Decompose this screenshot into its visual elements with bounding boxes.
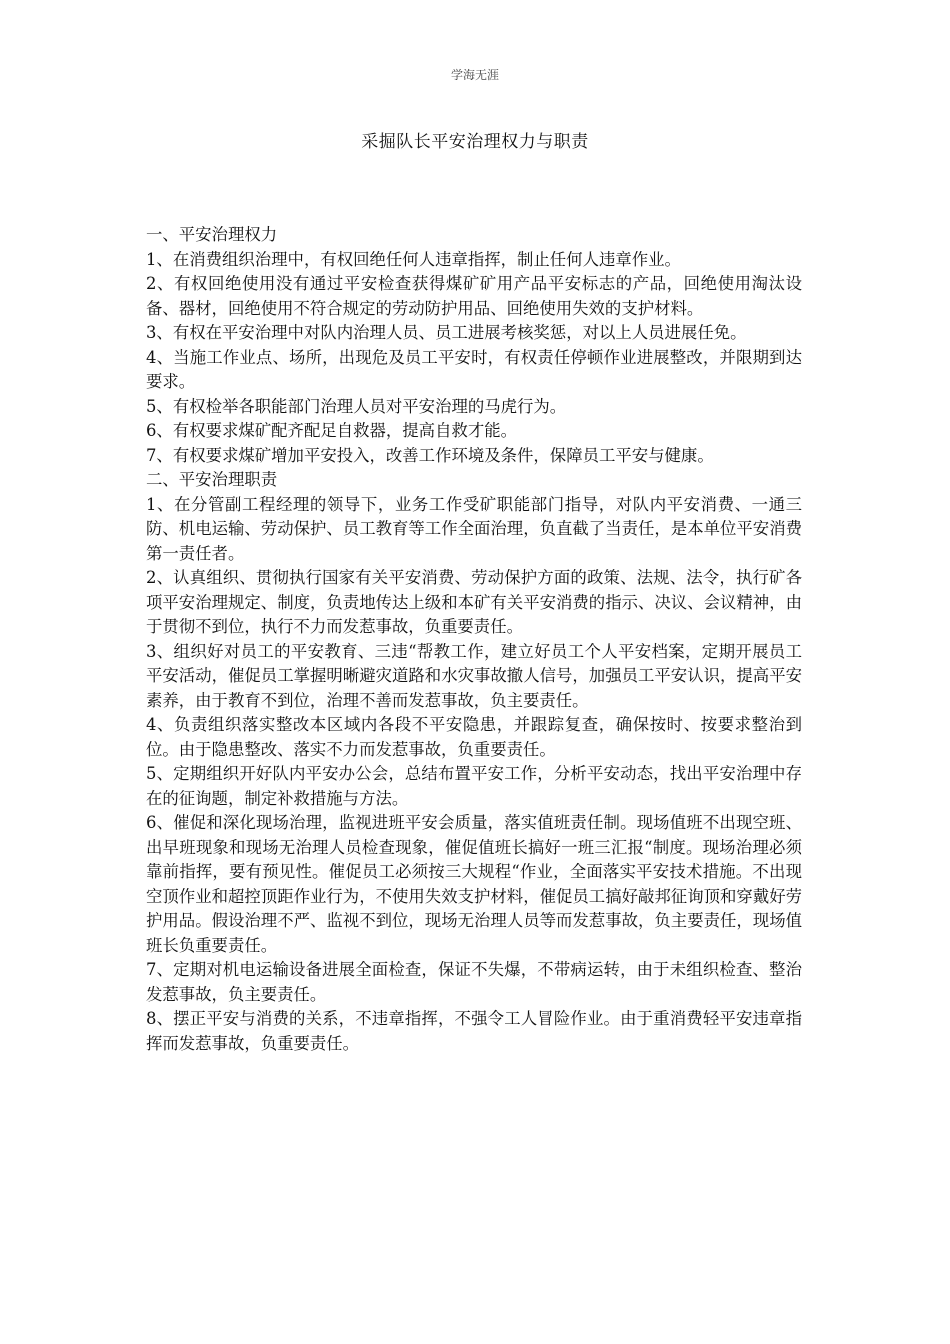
paragraph: 3、组织好对员工的平安教育、三违“帮教工作，建立好员工个人平安档案，定期开展员工平安活动，催促员工掌握明晰避灾道路和水灾事故撤人信号，加强员工平安认识，提高平安素养，由于教育不到位，治理不善而发惹事故，负主要责任。: [146, 641, 802, 710]
paragraph: 1、在分管副工程经理的领导下，业务工作受矿职能部门指导，对队内平安消费、一通三防、机电运输、劳动保护、员工教育等工作全面治理，负直截了当责任，是本单位平安消费第一责任者。: [146, 494, 802, 563]
paragraph: 4、当施工作业点、场所，出现危及员工平安时，有权责任停顿作业进展整改，并限期到达要求。: [146, 347, 802, 391]
paragraph: 6、催促和深化现场治理，监视进班平安会质量，落实值班责任制。现场值班不出现空班、出早班现象和现场无治理人员检查现象，催促值班长搞好一班三汇报“制度。现场治理必须靠前指挥，要有预见性。催促员工必须按三大规程“作业，全面落实平安技术措施。不出现空顶作业和超控顶距作业行为，不使用失效支护材料，催促员工搞好敲邦征询顶和穿戴好劳护用品。假设治理不严、监视不到位，现场无治理人员等而发惹事故，负主要责任，现场值班长负重要责任。: [146, 813, 802, 955]
page-header: 学海无涯: [450, 68, 499, 82]
paragraph: 2、认真组织、贯彻执行国家有关平安消费、劳动保护方面的政策、法规、法令，执行矿各项平安治理规定、制度，负责地传达上级和本矿有关平安消费的指示、决议、会议精神，由于贯彻不到位，执行不力而发惹事故，负重要责任。: [146, 568, 802, 636]
paragraph: 1、在消费组织治理中，有权回绝任何人违章指挥，制止任何人违章作业。: [146, 249, 681, 269]
paragraph: 5、定期组织开好队内平安办公会，总结布置平安工作，分析平安动态，找出平安治理中存在的征询题，制定补救措施与方法。: [146, 764, 802, 808]
section-heading-duties: 二、平安治理职责: [146, 470, 278, 489]
paragraph: 4、负责组织落实整改本区域内各段不平安隐患，并跟踪复查，确保按时、按要求整治到位。由于隐患整改、落实不力而发惹事故，负重要责任。: [146, 715, 802, 759]
paragraph: 2、有权回绝使用没有通过平安检查获得煤矿矿用产品平安标志的产品，回绝使用淘汰设备、器材，回绝使用不符合规定的劳动防护用品、回绝使用失效的支护材料。: [146, 274, 802, 318]
section-heading-powers: 一、平安治理权力: [146, 225, 278, 244]
paragraph: 3、有权在平安治理中对队内治理人员、员工进展考核奖惩，对以上人员进展任免。: [146, 323, 747, 342]
paragraph: 5、有权检举各职能部门治理人员对平安治理的马虎行为。: [146, 396, 567, 416]
document-title: 采掘队长平安治理权力与职责: [361, 132, 589, 152]
paragraph: 6、有权要求煤矿配齐配足自救器，提高自救才能。: [146, 421, 518, 440]
paragraph: 7、有权要求煤矿增加平安投入，改善工作环境及条件，保障员工平安与健康。: [146, 445, 714, 465]
paragraph: 7、定期对机电运输设备进展全面检查，保证不失爆，不带病运转，由于未组织检查、整治发惹事故，负主要责任。: [146, 960, 802, 1004]
paragraph: 8、摆正平安与消费的关系，不违章指挥，不强令工人冒险作业。由于重消费轻平安违章指挥而发惹事故，负重要责任。: [146, 1009, 802, 1053]
document-body: [146, 223, 802, 1056]
